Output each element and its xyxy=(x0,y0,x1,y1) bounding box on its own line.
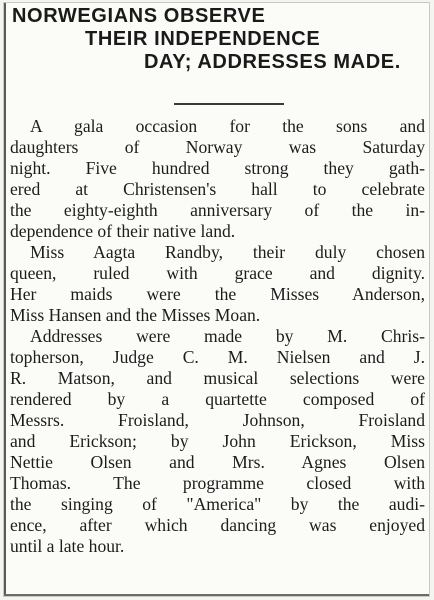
article-line: Miss Hansen and the Misses Moan. xyxy=(10,305,261,325)
article-line: R. Matson, and musical selections were xyxy=(10,368,425,388)
article-line: daughters of Norway was Saturday xyxy=(10,137,425,157)
bottom-border-rule xyxy=(4,594,429,596)
article-line: ered at Christensen's hall to celebrate xyxy=(10,179,425,199)
article-line: Addresses were made by M. Chris- xyxy=(30,326,425,346)
article-line: and Erickson; by John Erickson, Miss xyxy=(10,431,425,451)
newspaper-clipping xyxy=(3,2,430,597)
article-line: Thomas. The programme closed with xyxy=(10,473,425,493)
article-line: Messrs. Froisland, Johnson, Froisland xyxy=(10,410,425,430)
article-line: night. Five hundred strong they gath- xyxy=(10,158,425,178)
article-line: Miss Aagta Randby, their duly chosen xyxy=(30,242,425,262)
article-line: the singing of "America" by the audi- xyxy=(10,494,425,514)
article-line: until a late hour. xyxy=(10,536,125,556)
article-line: Nettie Olsen and Mrs. Agnes Olsen xyxy=(10,452,425,472)
article-line: A gala occasion for the sons and xyxy=(30,116,425,136)
article-line: queen, ruled with grace and dignity. xyxy=(10,263,425,283)
article-line: Her maids were the Misses Anderson, xyxy=(10,284,425,304)
article-line: dependence of their native land. xyxy=(10,221,236,241)
article-line: topherson, Judge C. M. Nielsen and J. xyxy=(10,347,425,367)
headline-line-2: THEIR INDEPENDENCE xyxy=(85,28,321,50)
article-line: ence, after which dancing was enjoyed xyxy=(10,515,425,535)
headline-line-1: NORWEGIANS OBSERVE xyxy=(12,5,266,27)
left-border-rule xyxy=(4,3,6,596)
article-line: rendered by a quartette composed of xyxy=(10,389,425,409)
article-line: the eighty-eighth anniversary of the in- xyxy=(10,200,425,220)
headline-divider xyxy=(174,103,284,105)
headline-line-3: DAY; ADDRESSES MADE. xyxy=(144,51,401,73)
article-body xyxy=(10,116,425,557)
